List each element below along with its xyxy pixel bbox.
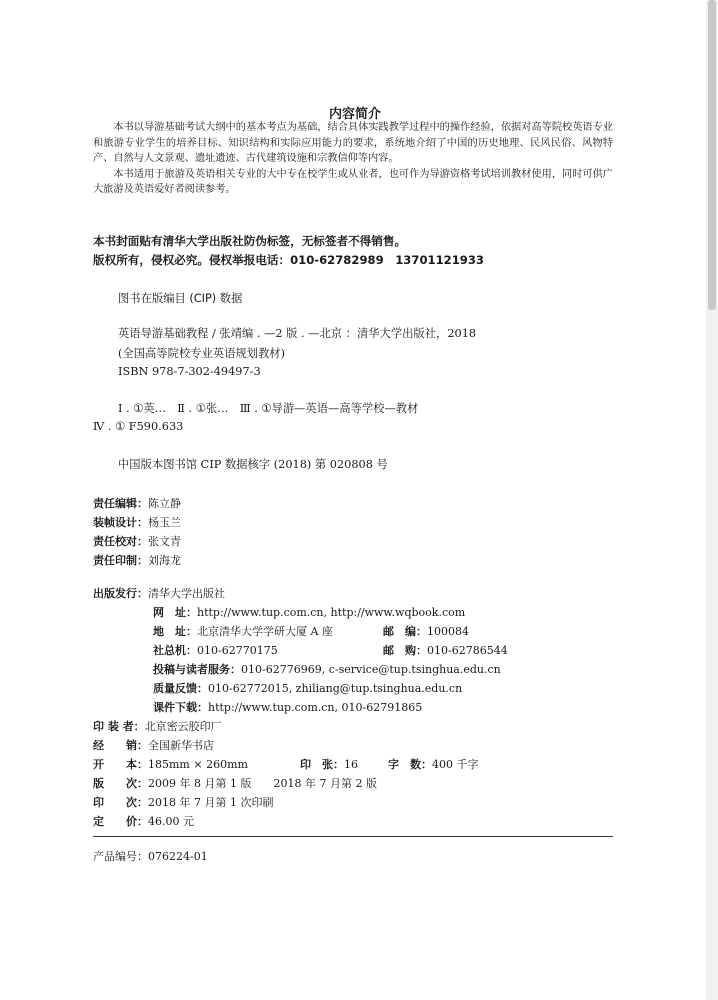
submission-row [153, 661, 501, 677]
courseware-row [153, 699, 422, 715]
switchboard-label: 社总机： [153, 644, 197, 657]
printer-label: 印 装 者： [93, 720, 145, 733]
sheets-value: 16 [344, 758, 358, 771]
address-label: 地 址： [153, 625, 197, 638]
editor-value: 陈立静 [148, 497, 181, 510]
editor-row [93, 549, 181, 568]
cip-heading: 图书在版编目 (CIP) 数据 [118, 292, 243, 305]
postcode-label: 邮 编： [383, 625, 427, 638]
website-value: http://www.tup.com.cn, http://www.wqbook.com [197, 606, 466, 619]
publisher-name: 清华大学出版社 [148, 587, 225, 600]
copyright-notice: 版权所有，侵权必究。侵权举报电话：010-62782989 13701121933 [93, 253, 484, 267]
intro-paragraph: 本书以导游基础考试大纲中的基本考点为基础，结合具体实践教学过程中的操作经验，依据对高等院校英语专业和旅游专业学生的培养目标、知识结构和实际应用能力的要求，系统地介绍了中国的历史地理、民风民俗、风物特产、自然与人文景观、遗址遗迹、古代建筑设施和宗教信仰等内容。 [93, 122, 613, 165]
printing-value: 2018 年 7 月第 1 次印刷 [148, 796, 274, 809]
publisher-label: 出版发行： [93, 587, 148, 600]
edition-label: 版 次： [93, 777, 148, 790]
divider [93, 836, 613, 837]
format-value: 185mm × 260mm [148, 758, 248, 771]
courseware-value: http://www.tup.com.cn, 010-62791865 [208, 701, 423, 714]
distributor-label: 经 销： [93, 739, 148, 752]
editor-row [93, 530, 181, 549]
mail-order-value: 010-62786544 [427, 644, 508, 657]
cip-title-line: 英语导游基础教程 / 张靖编 . —2 版 . —北京 ：清华大学出版社，2018 [118, 327, 477, 340]
address-value: 北京清华大学学研大厦 A 座 [197, 625, 333, 638]
intro-body [93, 120, 613, 198]
price-row [93, 813, 194, 829]
edition-value: 2009 年 8 月第 1 版 2018 年 7 月第 2 版 [148, 777, 377, 790]
scrollbar-track[interactable] [706, 0, 718, 1000]
mail-order-row [383, 642, 508, 658]
printing-row [93, 794, 273, 810]
words-row [388, 756, 479, 772]
editor-label: 装帧设计： [93, 516, 148, 529]
distributor-row [93, 737, 214, 753]
editor-label: 责任校对： [93, 535, 148, 548]
price-label: 定 价： [93, 815, 148, 828]
intro-title: 内容简介 [329, 107, 382, 122]
editor-value: 刘海龙 [148, 554, 181, 567]
printer-value: 北京密云胶印厂 [144, 720, 222, 733]
quality-value: 010-62772015, zhiliang@tup.tsinghua.edu.cn [208, 682, 463, 695]
mail-order-label: 邮 购： [383, 644, 427, 657]
cip-record-number: 中国版本图书馆 CIP 数据核字 (2018) 第 020808 号 [118, 458, 388, 471]
switchboard-row [153, 642, 278, 658]
website-row [153, 604, 465, 620]
price-value: 46.00 元 [148, 815, 194, 828]
editor-value: 杨玉兰 [148, 516, 181, 529]
cip-classification-2: Ⅳ . ① F590.633 [93, 420, 184, 433]
editor-value: 张文青 [148, 535, 181, 548]
sheets-row [300, 756, 358, 772]
format-label: 开 本： [93, 758, 148, 771]
words-value: 400 千字 [432, 758, 479, 771]
quality-row [153, 680, 462, 696]
publisher-row [93, 585, 225, 601]
printer-row [93, 718, 222, 734]
postcode-value: 100084 [427, 625, 469, 638]
cip-classification-1: Ⅰ . ①英… Ⅱ . ①张… Ⅲ . ①导游—英语—高等学校—教材 [118, 402, 419, 415]
switchboard-value: 010-62770175 [197, 644, 278, 657]
sheets-label: 印 张： [300, 758, 344, 771]
product-code: 产品编号：076224-01 [93, 850, 208, 863]
editor-row [93, 492, 181, 511]
words-label: 字 数： [388, 758, 432, 771]
distributor-value: 全国新华书店 [148, 739, 214, 752]
anti-counterfeit-notice: 本书封面贴有清华大学出版社防伪标签，无标签者不得销售。 [93, 234, 407, 248]
scrollbar-thumb[interactable] [708, 0, 716, 310]
printing-label: 印 次： [93, 796, 148, 809]
address-row [153, 623, 333, 639]
website-label: 网 址： [153, 606, 197, 619]
edition-row [93, 775, 377, 791]
submission-value: 010-62776969, c-service@tup.tsinghua.edu.cn [241, 663, 501, 676]
editor-label: 责任印制： [93, 554, 148, 567]
cip-isbn: ISBN 978-7-302-49497-3 [118, 365, 261, 378]
courseware-label: 课件下载： [153, 701, 208, 714]
editor-row [93, 511, 181, 530]
postcode-row [383, 623, 469, 639]
submission-label: 投稿与读者服务： [153, 663, 241, 676]
quality-label: 质量反馈： [153, 682, 208, 695]
cip-series-line: (全国高等院校专业英语规划教材) [118, 347, 285, 360]
editor-label: 责任编辑： [93, 497, 148, 510]
intro-paragraph: 本书适用于旅游及英语相关专业的大中专在校学生或从业者，也可作为导游资格考试培训教材使用，同时可供广大旅游及英语爱好者阅读参考。 [93, 168, 613, 196]
format-row [93, 756, 248, 772]
